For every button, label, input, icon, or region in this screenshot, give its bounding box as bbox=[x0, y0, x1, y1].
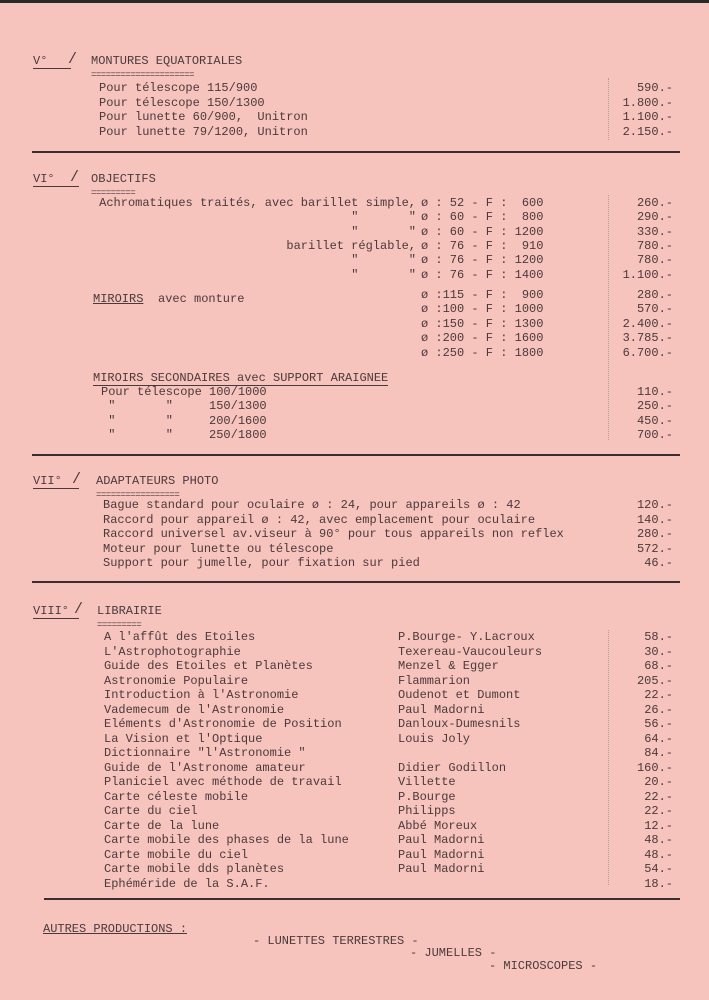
book-title: Dictionnaire "l'Astronomie " bbox=[104, 746, 306, 760]
miroirs-heading: MIROIRS bbox=[93, 292, 144, 306]
book-title: Guide de l'Astronome amateur bbox=[104, 760, 306, 775]
book-title: Guide des Etoiles et Planètes bbox=[104, 659, 313, 673]
slash: / bbox=[72, 471, 82, 488]
item-label: " " bbox=[351, 253, 416, 268]
item-spec: ø : 60 - F : 800 bbox=[421, 210, 544, 225]
book-title: Carte mobile dds planètes bbox=[104, 862, 285, 876]
section-vi-rule: ========= bbox=[91, 188, 136, 198]
item-label: Pour lunette 60/900, Unitron bbox=[99, 110, 308, 124]
book-title: Ephéméride de la S.A.F. bbox=[104, 876, 270, 891]
book-author: Didier Godillon bbox=[398, 760, 507, 775]
item-spec: ø : 76 - F : 910 bbox=[421, 238, 544, 253]
item-price: 3.785.- bbox=[622, 331, 673, 346]
book-price: 22.- bbox=[644, 804, 673, 818]
book-author: Villette bbox=[398, 775, 456, 789]
book-title: L'Astrophotographie bbox=[104, 644, 241, 659]
book-price: 58.- bbox=[644, 630, 673, 644]
book-author: Danloux-Dumesnils bbox=[398, 717, 521, 731]
item-label: Pour lunette 79/1200, Unitron bbox=[99, 124, 308, 139]
book-author: Abbé Moreux bbox=[398, 818, 478, 833]
item-price: 780.- bbox=[636, 238, 673, 253]
miroirs-subheading: avec monture bbox=[158, 292, 245, 306]
item-label: Raccord universel av.viseur à 90° pour tous appareils non reflex bbox=[103, 527, 564, 542]
item-price: 2.400.- bbox=[622, 316, 673, 331]
book-price: 48.- bbox=[644, 847, 673, 862]
slash: / bbox=[74, 601, 84, 618]
book-price: 30.- bbox=[644, 644, 673, 659]
item-label: " " 200/1600 bbox=[101, 413, 267, 428]
scan-edge bbox=[0, 0, 709, 3]
item-price: 1.100.- bbox=[622, 110, 673, 124]
item-spec: ø : 76 - F : 1400 bbox=[421, 267, 544, 282]
book-price: 160.- bbox=[636, 760, 673, 775]
item-price: 6.700.- bbox=[622, 345, 673, 360]
slash: / bbox=[70, 169, 80, 186]
book-title: La Vision et l'Optique bbox=[104, 731, 263, 746]
book-price: 54.- bbox=[644, 862, 673, 876]
book-price: 22.- bbox=[644, 688, 673, 702]
section-vii-rule: ================= bbox=[96, 490, 180, 500]
item-price: 572.- bbox=[636, 541, 673, 556]
item-spec: ø :100 - F : 1000 bbox=[421, 302, 544, 317]
autres-heading: AUTRES PRODUCTIONS : bbox=[43, 922, 188, 936]
book-price: 68.- bbox=[644, 659, 673, 673]
item-price: 700.- bbox=[636, 427, 673, 442]
item-label: " " bbox=[351, 210, 416, 225]
item-price: 1.100.- bbox=[622, 267, 673, 282]
book-title: Carte du ciel bbox=[104, 804, 198, 818]
item-label: " " 150/1300 bbox=[101, 399, 267, 414]
item-label: Bague standard pour oculaire ø : 24, pour appareils ø : 42 bbox=[103, 498, 521, 512]
section-v-title: MONTURES EQUATORIALES bbox=[91, 54, 243, 68]
item-spec: ø :200 - F : 1600 bbox=[421, 331, 544, 346]
book-author: Paul Madorni bbox=[398, 833, 485, 847]
item-price: 260.- bbox=[636, 196, 673, 210]
item-label: " " bbox=[351, 267, 416, 282]
item-price: 450.- bbox=[636, 413, 673, 428]
item-label: " " 250/1800 bbox=[101, 427, 267, 442]
item-spec: ø : 60 - F : 1200 bbox=[421, 224, 544, 239]
item-spec: ø : 76 - F : 1200 bbox=[421, 253, 544, 268]
item-price: 120.- bbox=[636, 498, 673, 512]
section-viii-rule: ========= bbox=[97, 620, 142, 630]
item-price: 140.- bbox=[636, 512, 673, 527]
book-title: Carte mobile des phases de la lune bbox=[104, 833, 349, 847]
book-title: Carte mobile du ciel bbox=[104, 847, 249, 862]
price-column-divider bbox=[608, 78, 609, 140]
section-viii-title: LIBRAIRIE bbox=[97, 604, 162, 618]
item-label: " " bbox=[351, 224, 416, 239]
book-author: Paul Madorni bbox=[398, 847, 485, 862]
book-price: 18.- bbox=[644, 876, 673, 891]
item-label: Pour télescope 150/1300 bbox=[99, 95, 265, 110]
section-viii-numeral: VIII° bbox=[33, 604, 79, 619]
item-label: Moteur pour lunette ou télescope bbox=[103, 541, 334, 556]
book-author: Louis Joly bbox=[398, 731, 471, 746]
autres-item: - LUNETTES TERRESTRES - bbox=[253, 934, 419, 948]
price-column-divider bbox=[608, 195, 609, 440]
section-vi-numeral: VI° bbox=[33, 172, 79, 187]
item-label: barillet réglable, bbox=[286, 238, 416, 253]
item-label: Raccord pour appareil ø : 42, avec emplacement pour oculaire bbox=[103, 512, 536, 527]
book-price: 48.- bbox=[644, 833, 673, 847]
secondaires-heading: MIROIRS SECONDAIRES avec SUPPORT ARAIGNEE bbox=[93, 371, 389, 385]
book-author: Flammarion bbox=[398, 673, 471, 688]
book-author: Paul Madorni bbox=[398, 862, 485, 876]
item-price: 590.- bbox=[636, 81, 673, 95]
book-title: Vademecum de l'Astronomie bbox=[104, 702, 285, 717]
item-price: 1.800.- bbox=[622, 95, 673, 110]
price-column-divider bbox=[608, 630, 609, 885]
item-spec: ø :150 - F : 1300 bbox=[421, 316, 544, 331]
book-price: 84.- bbox=[644, 746, 673, 760]
item-label: Pour télescope 100/1000 bbox=[101, 385, 267, 399]
book-title: Planiciel avec méthode de travail bbox=[104, 775, 342, 789]
item-price: 290.- bbox=[636, 210, 673, 225]
section-divider bbox=[32, 581, 680, 583]
section-vi-title: OBJECTIFS bbox=[91, 172, 156, 186]
section-v-numeral: V° bbox=[33, 54, 71, 69]
book-author: P.Bourge bbox=[398, 789, 456, 804]
book-author: P.Bourge- Y.Lacroux bbox=[398, 630, 535, 644]
book-title: Eléments d'Astronomie de Position bbox=[104, 717, 342, 731]
section-vii-numeral: VII° bbox=[33, 474, 79, 489]
section-v-rule: ===================== bbox=[91, 70, 194, 80]
book-author: Paul Madorni bbox=[398, 702, 485, 717]
item-label: Achromatiques traités, avec barillet simple, bbox=[99, 196, 416, 210]
item-label: Support pour jumelle, pour fixation sur pied bbox=[103, 556, 420, 571]
book-price: 22.- bbox=[644, 789, 673, 804]
item-price: 280.- bbox=[636, 527, 673, 542]
book-title: Introduction à l'Astronomie bbox=[104, 688, 299, 702]
item-spec: ø :115 - F : 900 bbox=[421, 288, 544, 302]
item-price: 250.- bbox=[636, 399, 673, 414]
book-price: 20.- bbox=[644, 775, 673, 789]
book-price: 56.- bbox=[644, 717, 673, 731]
item-price: 780.- bbox=[636, 253, 673, 268]
book-author: Menzel & Egger bbox=[398, 659, 499, 673]
autres-item: - MICROSCOPES - bbox=[489, 959, 598, 973]
book-price: 26.- bbox=[644, 702, 673, 717]
book-title: Astronomie Populaire bbox=[104, 673, 249, 688]
section-divider bbox=[44, 898, 680, 900]
book-price: 64.- bbox=[644, 731, 673, 746]
book-price: 12.- bbox=[644, 818, 673, 833]
item-spec: ø : 52 - F : 600 bbox=[421, 196, 544, 210]
item-price: 2.150.- bbox=[622, 124, 673, 139]
slash: / bbox=[68, 51, 78, 68]
item-price: 280.- bbox=[636, 288, 673, 302]
autres-item: - JUMELLES - bbox=[410, 946, 497, 960]
book-author: Oudenot et Dumont bbox=[398, 688, 521, 702]
item-label: Pour télescope 115/900 bbox=[99, 81, 258, 95]
book-author: Texereau-Vaucouleurs bbox=[398, 644, 543, 659]
item-price: 46.- bbox=[644, 556, 673, 571]
book-title: Carte céleste mobile bbox=[104, 789, 249, 804]
section-divider bbox=[32, 454, 680, 456]
item-price: 110.- bbox=[636, 385, 673, 399]
item-price: 570.- bbox=[636, 302, 673, 317]
section-divider bbox=[32, 151, 680, 153]
section-vii-title: ADAPTATEURS PHOTO bbox=[96, 474, 219, 488]
book-title: A l'affût des Etoiles bbox=[104, 630, 256, 644]
item-price: 330.- bbox=[636, 224, 673, 239]
book-author: Philipps bbox=[398, 804, 456, 818]
item-spec: ø :250 - F : 1800 bbox=[421, 345, 544, 360]
book-price: 205.- bbox=[636, 673, 673, 688]
book-title: Carte de la lune bbox=[104, 818, 220, 833]
